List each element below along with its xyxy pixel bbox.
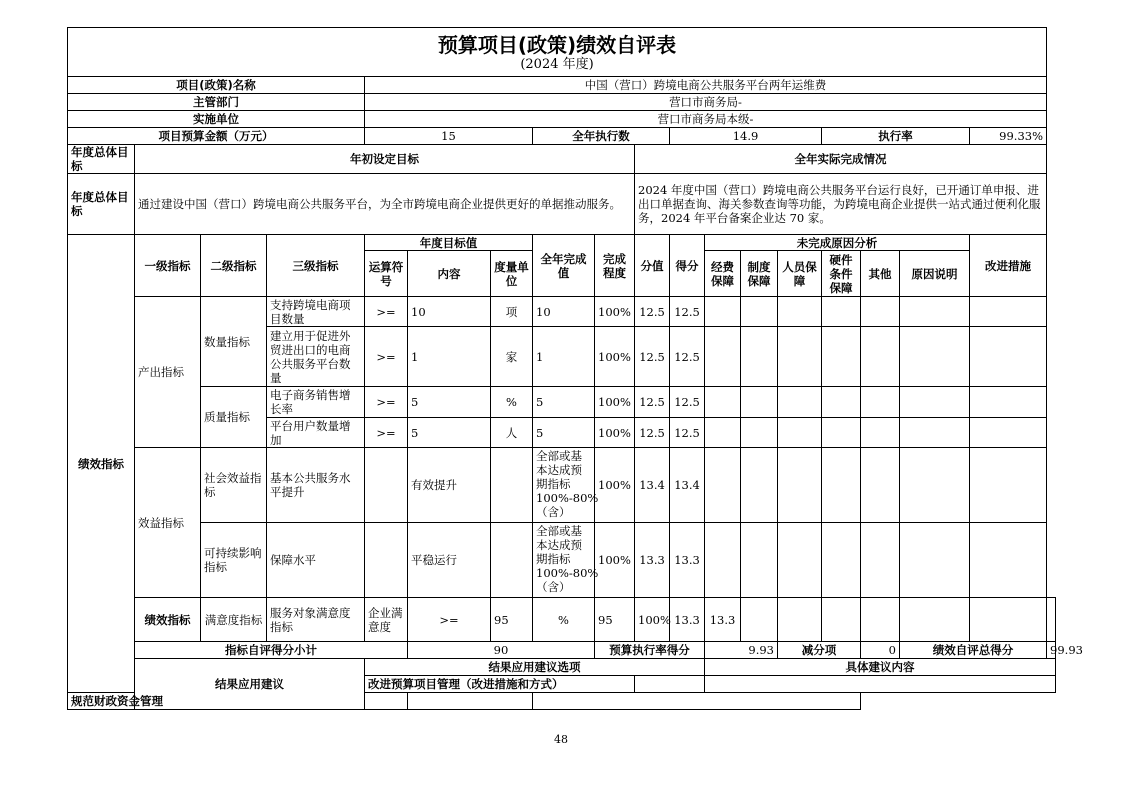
quality-label: 质量指标 (201, 387, 267, 448)
indicator-op: >= (365, 387, 408, 418)
initial-goal-header: 年初设定目标 (135, 145, 635, 174)
content-header: 具体建议内容 (705, 659, 1056, 676)
suggestion-option-2: 规范财政资金管理 (68, 693, 408, 710)
report-year: (2024 年度) (520, 57, 594, 72)
deduct-value: 0 (861, 642, 900, 659)
indicator-unit: % (491, 387, 533, 418)
header-other: 其他 (861, 251, 900, 297)
indicator-section-label: 绩效指标 (68, 235, 135, 693)
indicator-op: >= (365, 297, 408, 327)
header-level3: 三级指标 (267, 235, 365, 297)
page-number: 48 (554, 733, 568, 746)
indicator-actual: 95 (595, 598, 635, 642)
table-row (68, 297, 1056, 327)
indicator-value: 12.5 (635, 327, 670, 387)
indicator-op: >= (365, 418, 408, 448)
quantity-label: 数量指标 (201, 297, 267, 387)
indicator-score: 12.5 (670, 297, 705, 327)
header-annual-target: 年度目标值 (365, 235, 533, 251)
options-header: 结果应用建议选项 (365, 659, 705, 676)
actual-goal-header: 全年实际完成情况 (635, 145, 1047, 174)
rate-label: 执行率 (822, 128, 970, 145)
indicator-score: 12.5 (670, 327, 705, 387)
header-actual: 全年完成值 (533, 235, 595, 297)
table-row (68, 523, 1056, 598)
header-op: 运算符号 (365, 251, 408, 297)
indicator-content: 10 (408, 297, 491, 327)
indicator-actual: 1 (533, 327, 595, 387)
header-hardware: 硬件条件保障 (822, 251, 861, 297)
indicator-degree: 100% (595, 297, 635, 327)
indicator-actual: 5 (533, 387, 595, 418)
indicator-value: 12.5 (635, 418, 670, 448)
indicator-unit: 家 (491, 327, 533, 387)
budget-label: 项目预算金额（万元） (68, 128, 365, 145)
header-level2: 二级指标 (201, 235, 267, 297)
indicator-content: 有效提升 (408, 448, 491, 523)
unit-label: 实施单位 (68, 111, 365, 128)
indicator-op (365, 448, 408, 523)
sustain-label: 可持续影响指标 (201, 523, 267, 598)
indicator-actual: 全部或基本达成预期指标100%-80%（含） (536, 524, 599, 594)
indicator-unit: % (533, 598, 595, 642)
page-title: 预算项目(政策)绩效自评表 (437, 33, 677, 57)
dept-label: 主管部门 (68, 94, 365, 111)
evaluation-sheet (67, 27, 1083, 710)
subtotal-label: 指标自评得分小计 (135, 642, 408, 659)
indicator-unit: 项 (491, 297, 533, 327)
header-content: 内容 (408, 251, 491, 297)
header-funding: 经费保障 (705, 251, 741, 297)
indicator-name: 基本公共服务水平提升 (267, 448, 365, 523)
indicator-name: 平台用户数量增加 (270, 418, 351, 447)
indicator-value: 12.5 (635, 387, 670, 418)
indicator-op: >= (408, 598, 491, 642)
table-row (68, 448, 1056, 523)
header-level1: 一级指标 (135, 235, 201, 297)
subtotal-value: 90 (408, 642, 595, 659)
table-row (68, 387, 1056, 418)
indicator-value: 12.5 (635, 297, 670, 327)
indicator-degree: 100% (595, 387, 635, 418)
indicator-content: 1 (408, 327, 491, 387)
deduct-label: 减分项 (778, 642, 861, 659)
unit-value: 营口市商务局本级- (365, 111, 1047, 128)
satisfaction-section-label: 绩效指标 (135, 598, 201, 642)
indicator-name: 企业满意度 (365, 598, 408, 642)
indicator-op (365, 523, 408, 598)
header-score-value: 分值 (635, 235, 670, 297)
indicator-actual: 5 (533, 418, 595, 448)
indicator-actual: 10 (533, 297, 595, 327)
satisfaction-label: 满意度指标 (201, 598, 267, 642)
budget-score-label: 预算执行率得分 (595, 642, 705, 659)
indicator-name: 支持跨境电商项目数量 (270, 297, 351, 326)
exec-label: 全年执行数 (533, 128, 670, 145)
actual-goal-text: 2024 年度中国（营口）跨境电商公共服务平台运行良好，已开通订单申报、进出口单据查询、海关参数查询等功能，为跨境电商企业提供一站式通过便利化服务，2024 年平台备案企业达 70 家。 (635, 174, 1047, 235)
header-reason: 原因说明 (900, 251, 970, 297)
indicator-score: 13.3 (670, 523, 705, 598)
indicator-name: 保障水平 (267, 523, 365, 598)
indicator-content: 平稳运行 (408, 523, 491, 598)
indicator-value: 13.4 (635, 448, 670, 523)
exec-value: 14.9 (670, 128, 822, 145)
service-label: 服务对象满意度指标 (270, 605, 351, 634)
indicator-degree: 100% (595, 448, 635, 523)
indicator-actual: 全部或基本达成预期指标100%-80%（含） (536, 449, 599, 519)
indicator-score: 12.5 (670, 387, 705, 418)
initial-goal-text: 通过建设中国（营口）跨境电商公共服务平台，为全市跨境电商企业提供更好的单据推动服务。 (135, 174, 635, 235)
goal-row-label-2: 年度总体目标 (68, 174, 135, 235)
indicator-unit (491, 523, 533, 598)
total-value: 99.93 (1047, 642, 1056, 659)
rate-value: 99.33% (970, 128, 1047, 145)
indicator-name: 电子商务销售增长率 (270, 388, 351, 416)
indicator-value: 13.3 (670, 598, 705, 642)
indicator-degree: 100% (595, 327, 635, 387)
indicator-name: 建立用于促进外贸进出口的电商公共服务平台数量 (270, 328, 351, 385)
indicator-degree: 100% (595, 418, 635, 448)
total-label: 绩效自评总得分 (900, 642, 1047, 659)
indicator-score: 13.4 (670, 448, 705, 523)
indicator-score: 13.3 (705, 598, 741, 642)
header-unfinished: 未完成原因分析 (705, 235, 970, 251)
evaluation-table (67, 27, 1083, 710)
output-label: 产出指标 (135, 297, 201, 448)
indicator-op: >= (365, 327, 408, 387)
header-system: 制度保障 (741, 251, 778, 297)
header-staff: 人员保障 (778, 251, 822, 297)
header-degree: 完成程度 (595, 235, 635, 297)
suggestion-option-1: 改进预算项目管理（改进措施和方式） (365, 676, 635, 693)
indicator-unit: 人 (491, 418, 533, 448)
indicator-unit (491, 448, 533, 523)
indicator-score: 12.5 (670, 418, 705, 448)
suggestion-label: 结果应用建议 (135, 659, 365, 710)
header-unit: 度量单位 (491, 251, 533, 297)
indicator-content: 5 (408, 418, 491, 448)
header-score: 得分 (670, 235, 705, 297)
indicator-degree: 100% (635, 598, 670, 642)
project-name: 中国（营口）跨境电商公共服务平台两年运维费 (365, 77, 1047, 94)
header-improve: 改进措施 (970, 235, 1047, 297)
indicator-content: 95 (491, 598, 533, 642)
goal-row-label: 年度总体目标 (68, 145, 135, 174)
indicator-value: 13.3 (635, 523, 670, 598)
social-label: 社会效益指标 (201, 448, 267, 523)
indicator-content: 5 (408, 387, 491, 418)
project-name-label: 项目(政策)名称 (68, 77, 365, 94)
indicator-degree: 100% (595, 523, 635, 598)
budget-score-value: 9.93 (705, 642, 778, 659)
budget-value: 15 (365, 128, 533, 145)
table-row (68, 598, 1056, 642)
benefit-label: 效益指标 (135, 448, 201, 598)
dept-value: 营口市商务局- (365, 94, 1047, 111)
